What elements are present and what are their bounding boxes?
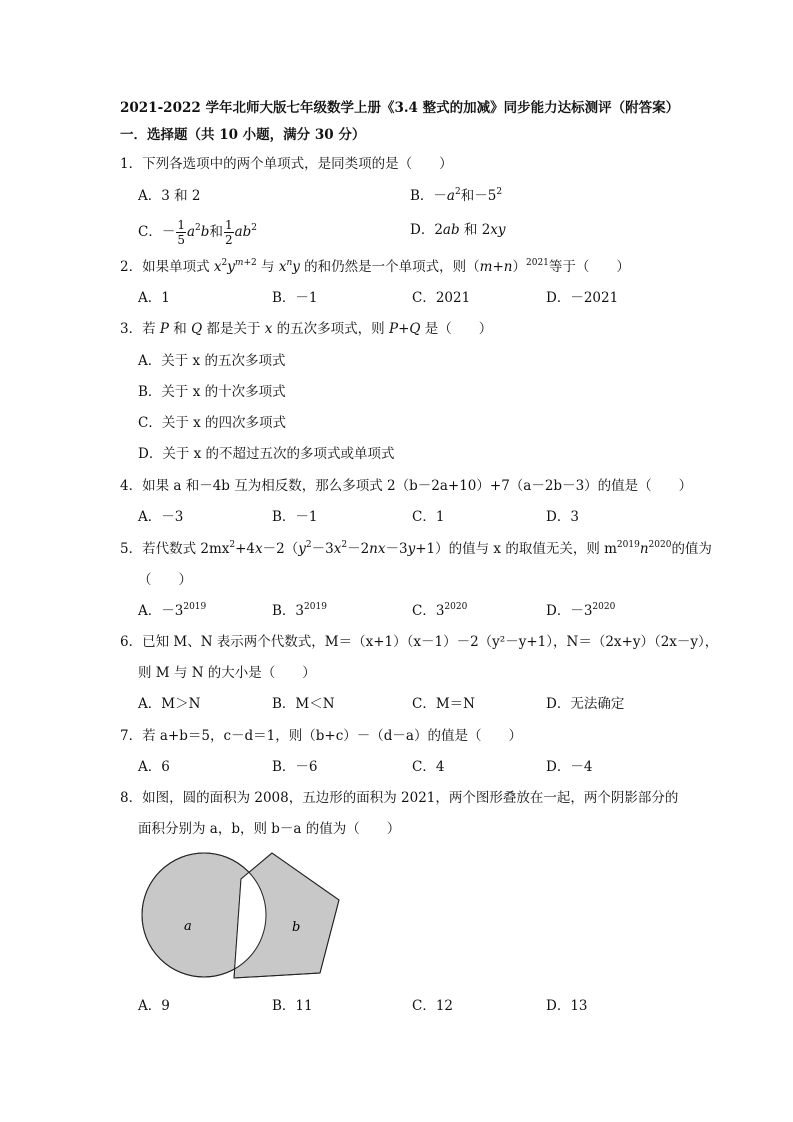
question-8-stem: 8．如图，圆的面积为 2008，五边形的面积为 2021，两个图形叠放在一起，两个阴影部分的 (120, 790, 679, 806)
q5-option-d: D．$-3^{2020}$ (546, 602, 616, 619)
q5-option-c: C．$3^{2020}$ (412, 602, 468, 619)
question-6-stem: 6．已知 M、N 表示两个代数式，M＝（x+1）（x－1）－2（y²－y+1），N＝（2x+y）（2x－y）， (120, 634, 719, 650)
q7-option-a: A．6 (138, 759, 170, 775)
question-6-stem-2: 则 M 与 N 的大小是（ ） (138, 665, 316, 681)
q6-option-b: B．M＜N (272, 696, 335, 712)
question-5-stem: 5．若代数式 $2mx^2+4x-2(y^2-3x^2-2nx-3y+1)$的值与 x 的取值无关，则 $m^{2019}n^{2020}$的值为 (120, 540, 712, 557)
q3-option-d: D．关于 x 的不超过五次的多项式或单项式 (138, 446, 395, 462)
q1-option-d: D．2ab 和 2xy (410, 222, 506, 238)
q2-option-a: A．1 (138, 290, 170, 306)
q7-option-c: C．4 (412, 759, 445, 775)
q2-option-b: B．－1 (272, 290, 318, 306)
q5-option-a: A．$-3^{2019}$ (138, 602, 207, 619)
q4-option-b: B．－1 (272, 509, 318, 525)
q7-option-b: B．－6 (272, 759, 318, 775)
section-heading: 一．选择题（共 10 小题，满分 30 分） (120, 127, 366, 143)
q2-option-d: D．－2021 (546, 290, 619, 306)
q5-paren: （ ） (138, 572, 192, 588)
q1-option-b: B．$-a^2$和$-5^2$ (410, 187, 503, 204)
q8-option-c: C．12 (412, 998, 454, 1014)
q1-option-a: A．3 和 2 (138, 188, 201, 204)
q1-option-c: C．－ $\frac{1}{5}$ $a^2b$和 $\frac{1}{2}$ $ab^2$ (138, 218, 258, 247)
question-1-stem: 1．下列各选项中的两个单项式，是同类项的是（ ） (120, 156, 453, 172)
q5-option-b: B．$3^{2019}$ (272, 602, 327, 619)
question-8-stem-2: 面积分别为 a，b，则 b－a 的值为（ ） (138, 821, 401, 837)
label-a: a (184, 919, 192, 934)
q4-option-a: A．－3 (138, 509, 184, 525)
q8-option-a: A．9 (138, 998, 170, 1014)
label-b: b (292, 920, 301, 935)
q6-option-a: A．M＞N (138, 696, 201, 712)
q8-option-d: D．13 (546, 998, 588, 1014)
page-title: 2021-2022 学年北师大版七年级数学上册《3.4 整式的加减》同步能力达标测评（附答案） (120, 100, 680, 116)
question-2-stem: 2．如果单项式 $x^2y^{m+2}$ 与 $x^ny$ 的和仍然是一个单项式，则$(m+n)^{2021}$等于（ ） (120, 258, 630, 275)
q7-option-d: D．－4 (546, 759, 593, 775)
q3-option-b: B．关于 x 的十次多项式 (138, 384, 286, 400)
question-4-stem: 4．如果 a 和－4b 互为相反数，那么多项式 2（b－2a+10）+7（a－2b－3）的值是（ ） (120, 478, 693, 494)
q8-option-b: B．11 (272, 998, 313, 1014)
q6-option-d: D．无法确定 (546, 696, 625, 712)
q3-option-c: C．关于 x 的四次多项式 (138, 415, 287, 431)
q6-option-c: C．M＝N (412, 696, 475, 712)
circle-pentagon-figure (130, 845, 350, 985)
q2-option-c: C．2021 (412, 290, 471, 306)
q4-option-d: D．3 (546, 509, 579, 525)
question-3-stem: 3．若 P 和 Q 都是关于 x 的五次多项式，则 P+Q 是（ ） (120, 321, 493, 337)
q4-option-c: C．1 (412, 509, 445, 525)
q3-option-a: A．关于 x 的五次多项式 (138, 353, 286, 369)
question-7-stem: 7．若 a+b＝5，c－d＝1，则（b+c）－（d－a）的值是（ ） (120, 728, 522, 744)
